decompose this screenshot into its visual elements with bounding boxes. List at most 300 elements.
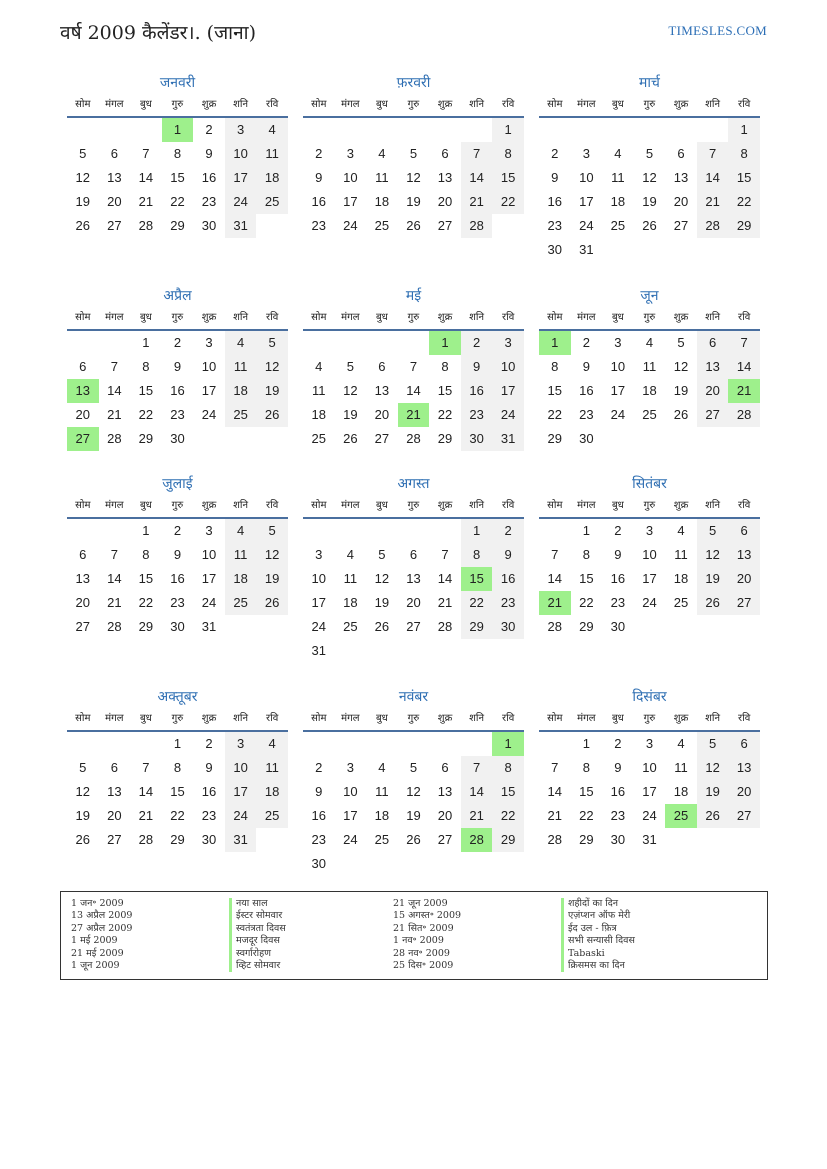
day-cell: 17 [492,379,524,403]
weekday-label: बुध [375,99,388,110]
weekday-label: रवि [502,713,515,724]
day-cell: 6 [728,732,760,756]
day-cell: 29 [579,832,594,847]
day-cell: 18 [374,194,390,209]
day-cell: 1 [582,736,590,751]
empty-cell [335,118,367,142]
day-cell: 1 [492,732,524,756]
empty-cell [539,118,571,142]
weekday-header [67,94,288,118]
empty-cell [67,732,99,756]
day-cell: 25 [343,619,358,634]
month-name: मई [405,288,422,304]
weekday-header [539,708,760,732]
holiday-list [60,891,768,980]
weekday-label: रवि [266,500,279,511]
day-cell: 26 [697,804,729,828]
weekday-label: मंगल [341,713,360,724]
weekday-label: गुरु [643,312,656,323]
day-cell: 22 [492,190,524,214]
day-cell: 17 [225,780,257,804]
day-cell: 9 [461,355,493,379]
day-cell: 26 [343,431,358,446]
weekday-label: बुध [139,312,152,323]
day-cell: 23 [579,407,594,422]
day-cell: 20 [697,379,729,403]
day-grid [303,118,524,238]
day-cell: 10 [642,547,657,562]
day-cell: 25 [374,832,390,847]
day-cell: 3 [582,146,590,161]
day-cell: 7 [110,547,118,562]
day-cell: 24 [225,190,257,214]
day-cell: 19 [406,194,421,209]
day-cell: 21 [138,194,154,209]
day-cell: 26 [406,218,421,233]
day-cell: 22 [170,194,185,209]
day-cell: 2 [205,736,213,751]
holiday-name: ईस्टर सोमवार [236,910,283,922]
day-cell: 1 [429,331,461,355]
day-cell: 29 [728,214,760,238]
day-cell: 27 [728,591,760,615]
day-cell: 23 [610,595,626,610]
day-grid [303,331,524,451]
day-cell: 18 [256,166,288,190]
weekday-label: रवि [502,99,515,110]
day-cell: 22 [728,190,760,214]
weekday-label: बुध [139,500,152,511]
day-cell: 8 [142,547,150,562]
day-cell: 11 [674,547,688,562]
day-cell: 11 [225,543,257,567]
day-cell: 17 [610,383,626,398]
day-cell: 25 [256,804,288,828]
day-cell: 29 [547,431,563,446]
day-cell: 26 [75,832,91,847]
weekday-label: मंगल [341,312,360,323]
day-cell: 17 [201,571,217,586]
day-cell: 30 [461,427,493,451]
day-cell: 5 [378,547,386,562]
day-cell: 28 [437,619,453,634]
weekday-label: शुक्र [201,713,217,724]
day-cell: 17 [225,166,257,190]
page-title: वर्ष 2009 कैलेंडर।. (जाना) [60,22,256,44]
day-cell: 27 [728,804,760,828]
day-cell: 4 [225,519,257,543]
month-name: नवंबर [398,689,429,705]
day-cell: 6 [378,359,386,374]
weekday-label: मंगल [105,500,124,511]
day-cell: 19 [406,808,421,823]
day-cell: 20 [374,407,390,422]
weekday-label: बुध [375,713,388,724]
holiday-date: 15 अगस्त॰ 2009 [393,910,462,922]
holiday-name: क्रिसमस का दिन [568,959,625,971]
day-cell: 19 [697,567,729,591]
day-cell: 13 [406,571,421,586]
day-cell: 21 [107,595,122,610]
day-cell: 1 [492,118,524,142]
day-cell: 9 [614,760,622,775]
month-5 [303,285,524,451]
weekday-label: शनि [469,500,485,511]
day-cell: 24 [610,407,626,422]
day-cell: 7 [697,142,729,166]
day-cell: 22 [461,591,493,615]
month-name: जून [640,288,659,304]
day-cell: 20 [406,595,421,610]
holiday-names [561,898,635,972]
month-8 [303,473,524,663]
weekday-label: रवि [266,713,279,724]
weekday-label: शनि [705,713,721,724]
day-cell: 23 [311,218,327,233]
day-cell: 8 [582,547,590,562]
empty-cell [130,118,162,142]
day-cell: 8 [492,142,524,166]
day-cell: 11 [343,571,358,586]
day-cell: 2 [315,760,323,775]
day-cell: 21 [461,190,493,214]
day-cell: 20 [437,194,453,209]
day-cell: 4 [256,732,288,756]
day-cell: 15 [579,784,594,799]
day-cell: 3 [645,736,654,751]
day-cell: 24 [492,403,524,427]
day-cell: 29 [138,619,154,634]
weekday-label: शनि [705,99,721,110]
day-cell: 3 [346,146,354,161]
weekday-header [303,708,524,732]
day-cell: 26 [406,832,421,847]
holiday-date: 28 नव॰ 2009 [393,947,450,959]
day-cell: 12 [642,170,657,185]
weekday-label: गुरु [171,99,184,110]
weekday-header [67,307,288,331]
day-cell: 11 [375,170,389,185]
holiday-name: एज़ंप्शन ऑफ मेरी [568,910,631,922]
day-cell: 11 [225,355,257,379]
day-cell: 2 [492,519,524,543]
empty-cell [67,519,99,543]
day-cell: 23 [170,407,185,422]
weekday-label: शनि [469,312,485,323]
empty-cell [429,118,461,142]
day-cell: 29 [437,431,453,446]
day-cell: 21 [437,595,453,610]
holiday-name: Tabaski [568,947,605,959]
day-cell: 18 [673,784,689,799]
day-cell: 6 [697,331,729,355]
day-cell: 6 [110,146,118,161]
day-cell: 21 [547,808,563,823]
day-cell: 19 [256,567,288,591]
day-cell: 5 [645,146,654,161]
day-cell: 28 [461,828,493,852]
day-cell: 12 [75,170,91,185]
weekday-label: सोम [75,713,91,724]
day-cell: 27 [437,832,453,847]
weekday-label: गुरु [407,99,420,110]
day-cell: 6 [728,519,760,543]
day-cell: 11 [674,760,688,775]
day-cell: 5 [79,760,87,775]
month-10 [67,686,288,852]
weekday-label: मंगल [577,99,596,110]
day-cell: 8 [173,760,182,775]
holiday-names [229,898,286,972]
day-cell: 2 [173,335,182,350]
day-cell: 9 [173,547,182,562]
empty-cell [366,519,398,543]
month-name: जुलाई [162,476,193,492]
day-cell: 27 [67,427,99,451]
weekday-label: सोम [547,312,563,323]
day-cell: 25 [225,591,257,615]
day-cell: 9 [205,146,213,161]
month-3 [539,72,760,262]
day-cell: 1 [162,118,194,142]
day-cell: 22 [437,407,453,422]
weekday-label: शनि [233,312,249,323]
weekday-label: रवि [266,312,279,323]
day-cell: 28 [138,832,154,847]
day-cell: 24 [579,218,594,233]
weekday-header [303,495,524,519]
day-cell: 17 [642,784,657,799]
day-cell: 9 [205,760,213,775]
day-cell: 14 [138,170,154,185]
day-cell: 15 [579,571,594,586]
day-cell: 6 [441,760,449,775]
empty-cell [366,118,398,142]
day-cell: 10 [201,547,217,562]
day-cell: 5 [256,331,288,355]
holiday-date: 21 सित॰ 2009 [393,922,454,934]
day-cell: 8 [551,359,559,374]
day-cell: 29 [170,832,185,847]
day-cell: 12 [406,170,421,185]
day-cell: 28 [406,431,421,446]
month-name: अप्रैल [163,288,192,304]
holiday-date: 1 मई 2009 [71,935,118,947]
day-cell: 7 [551,547,559,562]
day-cell: 22 [579,808,594,823]
day-cell: 26 [75,218,91,233]
day-cell: 2 [205,122,213,137]
empty-cell [335,331,367,355]
day-cell: 27 [673,218,689,233]
day-cell: 9 [551,170,559,185]
day-cell: 5 [697,732,729,756]
empty-cell [303,732,335,756]
day-cell: 12 [673,359,689,374]
holiday-name: स्वर्गारोहण [236,947,272,959]
day-cell: 19 [256,379,288,403]
day-cell: 27 [437,218,453,233]
empty-cell [697,118,729,142]
day-cell: 23 [170,595,185,610]
month-name: अगस्त [397,476,430,492]
day-cell: 14 [461,780,493,804]
day-cell: 18 [374,808,390,823]
day-cell: 25 [374,218,390,233]
day-cell: 14 [406,383,421,398]
day-cell: 28 [547,832,563,847]
day-cell: 7 [441,547,449,562]
day-cell: 7 [142,760,150,775]
empty-cell [571,118,603,142]
day-cell: 7 [142,146,150,161]
day-cell: 24 [201,595,217,610]
day-cell: 15 [461,567,493,591]
weekday-label: मंगल [341,500,360,511]
day-cell: 27 [75,619,91,634]
weekday-label: मंगल [577,713,596,724]
empty-cell [539,519,571,543]
month-name: जनवरी [159,75,196,91]
day-cell: 16 [547,194,563,209]
weekday-label: सोम [75,500,91,511]
empty-cell [398,331,430,355]
day-cell: 16 [170,571,185,586]
weekday-label: शुक्र [437,312,453,323]
weekday-label: बुध [611,500,624,511]
empty-cell [303,118,335,142]
holiday-name: नया साल [236,898,268,909]
day-cell: 19 [374,595,390,610]
day-cell: 2 [315,146,323,161]
day-cell: 22 [579,595,594,610]
day-cell: 19 [75,194,91,209]
day-cell: 18 [225,379,257,403]
day-cell: 25 [610,218,626,233]
day-cell: 28 [461,214,493,238]
day-cell: 13 [374,383,390,398]
day-cell: 23 [311,832,327,847]
day-cell: 11 [642,359,657,374]
day-cell: 24 [642,595,657,610]
day-cell: 4 [346,547,354,562]
day-cell: 22 [138,595,154,610]
day-cell: 6 [110,760,118,775]
day-cell: 21 [138,808,154,823]
day-cell: 21 [728,379,760,403]
month-7 [67,473,288,639]
site-link[interactable]: TIMESLES.COM [668,23,767,38]
day-cell: 14 [107,383,122,398]
weekday-label: बुध [139,713,152,724]
day-cell: 27 [406,619,421,634]
weekday-label: सोम [311,500,327,511]
day-cell: 15 [138,571,154,586]
day-grid [539,118,760,262]
day-cell: 5 [409,760,418,775]
day-cell: 15 [492,166,524,190]
day-cell: 31 [225,214,257,238]
day-cell: 18 [343,595,358,610]
day-cell: 1 [461,519,493,543]
weekday-label: बुध [375,500,388,511]
weekday-label: सोम [75,99,91,110]
weekday-label: रवि [266,99,279,110]
day-cell: 4 [614,146,622,161]
day-cell: 19 [673,383,689,398]
weekday-label: सोम [75,312,91,323]
day-cell: 26 [256,403,288,427]
day-cell: 21 [697,190,729,214]
month-1 [67,72,288,238]
day-cell: 14 [138,784,154,799]
day-cell: 9 [315,170,323,185]
day-cell: 22 [138,407,154,422]
weekday-label: गुरु [643,99,656,110]
weekday-label: रवि [502,500,515,511]
empty-cell [99,118,131,142]
day-cell: 15 [492,780,524,804]
day-cell: 18 [642,383,657,398]
day-grid [67,118,288,238]
day-cell: 19 [343,407,358,422]
holiday-name: मजदूर दिवस [236,935,280,947]
day-cell: 13 [437,170,453,185]
day-cell: 8 [582,760,590,775]
day-cell: 25 [256,190,288,214]
day-cell: 5 [79,146,87,161]
weekday-label: सोम [547,99,563,110]
weekday-label: शुक्र [437,500,453,511]
day-cell: 24 [201,407,217,422]
weekday-label: मंगल [105,312,124,323]
day-cell: 3 [225,732,257,756]
day-cell: 25 [311,431,327,446]
month-name: सितंबर [632,476,667,492]
weekday-label: शनि [705,312,721,323]
weekday-label: शुक्र [673,500,689,511]
day-cell: 15 [547,383,563,398]
weekday-label: शनि [469,713,485,724]
day-cell: 26 [374,619,390,634]
day-cell: 28 [107,619,122,634]
day-cell: 8 [461,543,493,567]
day-cell: 6 [409,547,418,562]
day-cell: 29 [461,615,493,639]
day-cell: 24 [642,808,657,823]
weekday-label: सोम [547,713,563,724]
day-cell: 12 [256,355,288,379]
day-cell: 17 [201,383,217,398]
holiday-dates [71,898,132,972]
day-cell: 13 [67,379,99,403]
day-cell: 26 [697,591,729,615]
day-cell: 8 [728,142,760,166]
holiday-date: 27 अप्रैल 2009 [71,922,133,934]
day-cell: 31 [225,828,257,852]
day-cell: 30 [201,832,217,847]
day-cell: 11 [312,383,326,398]
day-cell: 15 [170,170,185,185]
day-cell: 10 [610,359,626,374]
empty-cell [429,732,461,756]
weekday-header [303,307,524,331]
holiday-date: 21 जून 2009 [393,898,448,909]
empty-cell [398,519,430,543]
day-cell: 27 [107,832,122,847]
empty-cell [303,519,335,543]
day-cell: 16 [311,194,327,209]
